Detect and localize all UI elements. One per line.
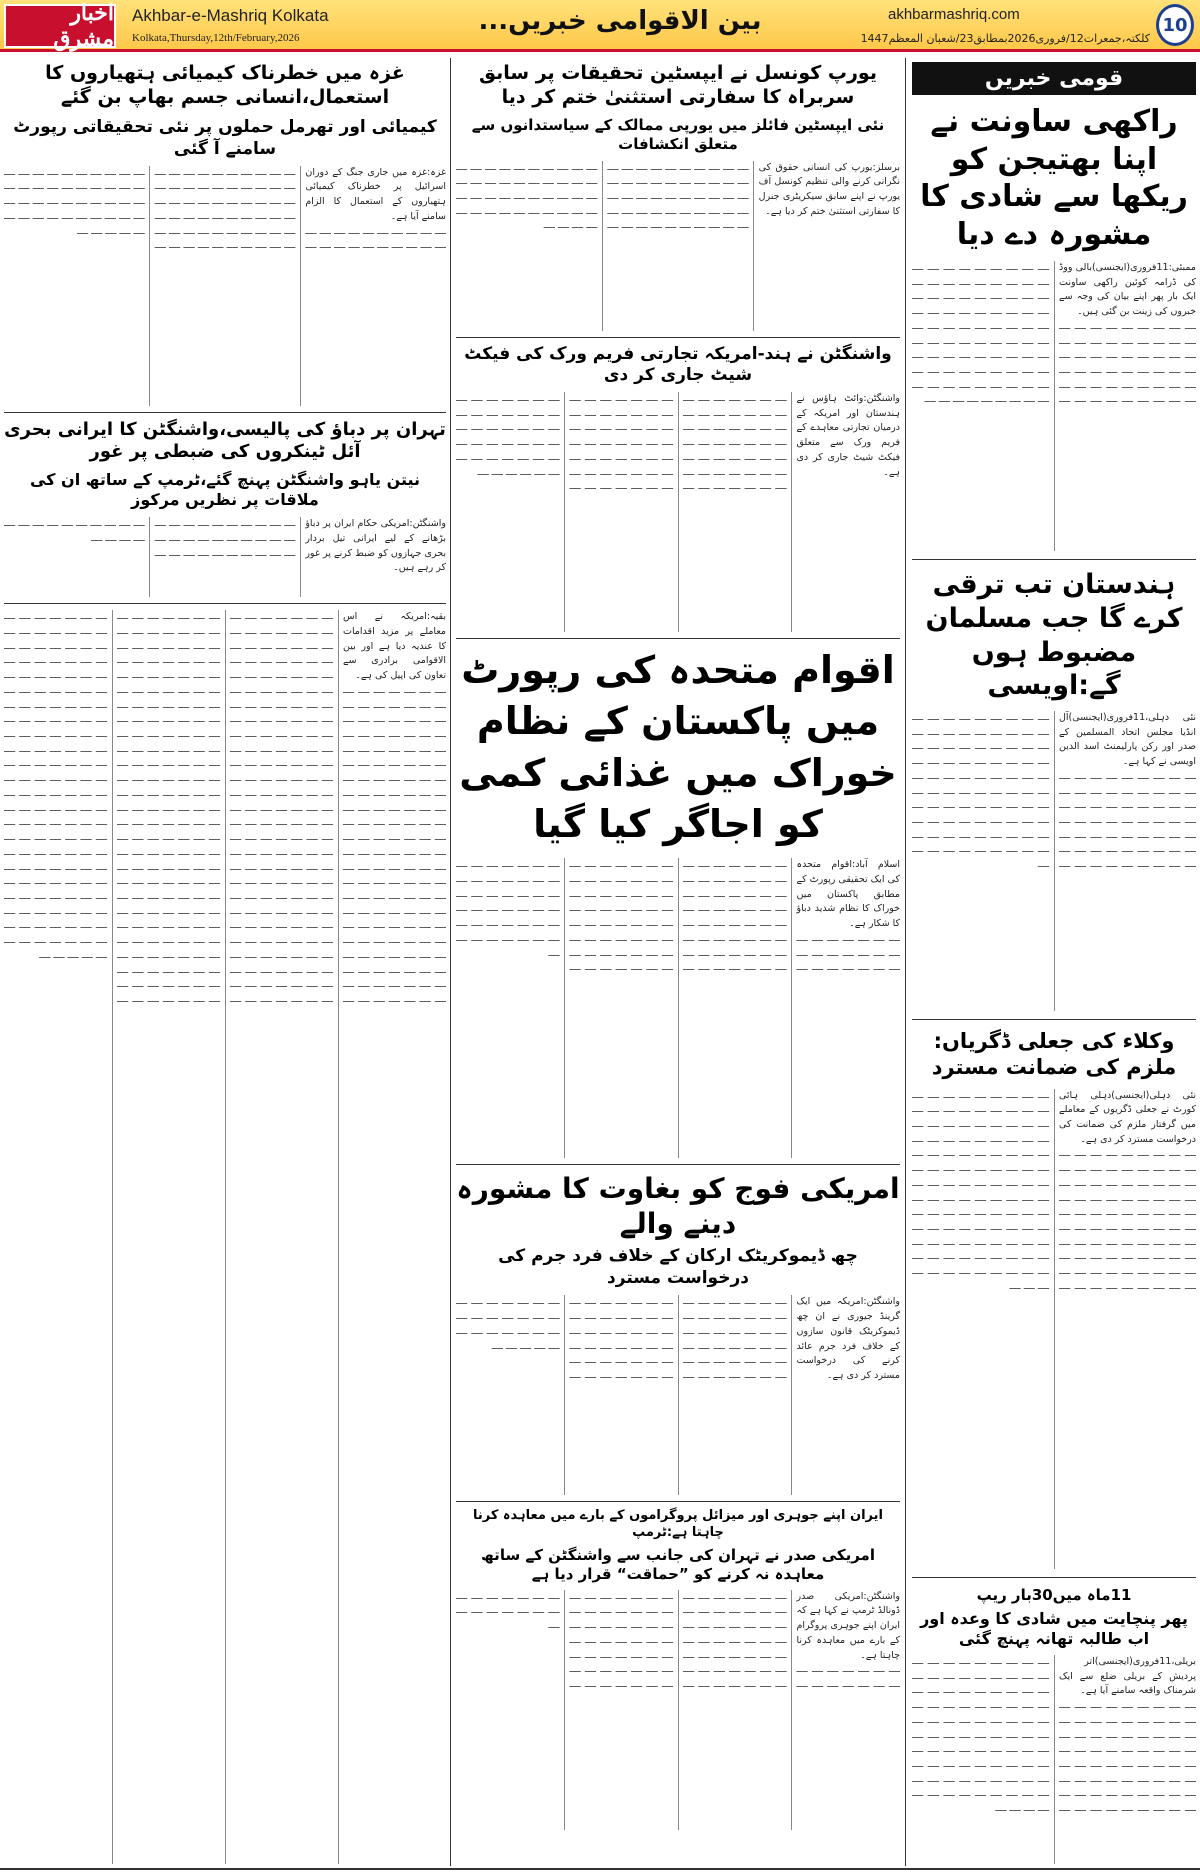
story-lead: اسلام آباد:اقوام متحدہ کی ایک تحقیقی رپورٹ کے مطابق پاکستان میں خوراک کا نظام شدید دباؤ کا شکار ہے۔ xyxy=(796,859,900,930)
headline[interactable]: تہران پر دباؤ کی پالیسی،واشنگٹن کا ایرانی بحری آئل ٹینکروں کی ضبطی پر غور xyxy=(4,418,446,463)
story-text: ــــ ــــ ــــ ــــ ــــ ــــ ــــ ــــ ــــ ــــ ــــ ــــ ــــ ــــ ــــ ــــ ــــ ــــ ــــ ــــ ــــ ــــ ــــ ــــ ــــ ــــ ــــ ــــ ــــ ــــ ــــ ــــ ــــ ــــ ــــ ــــ ــــ ــــ ــــ ــــ ــــ ــــ ــــ ــــ ــــ ــــ ــــ ــــ ــــ ــــ ــــ ــــ ــــ ــــ ــــ ــــ ــــ ــــ ــــ ــــ ــــ ــــ ــــ ــــ ــــ ــــ ــــ ــــ ــــ ــــ ــــ ــــ ــــ ــــ ــــ ــــ ــــ ــــ ــــ ــــ ــــ ــــ ــــ ــــ ــــ ــــ ــــ ــــ ــــ ــــ ــــ ــــ ــــ ــــ ــــ ــــ ــــ ــــ ــــ ــــ ــــ ــــ ــــ ــــ ــــ ــــ ــــ ــــ ــــ ــــ ــــ ــــ ــــ ــــ ــــ ــــ ــــ ــــ ــــ ــــ ــــ ــــ ــــ ــــ ــــ ــــ ــــ ــــ ــــ ــــ ــــ ــــ ــــ ــــ ــــ ــــ ــــ ــــ ــــ ــــ ــــ ــــ ــــ ــــ ــــ ــــ ــــ ــــ ــــ ــــ ــــ ــــ ــــ ــــ xyxy=(912,712,1196,871)
continuation-lead: بقیہ:امریکہ نے اس معاملے پر مزید اقدامات کا عندیہ دیا ہے اور بین الاقوامی برادری سے تعاون کی اپیل کی ہے۔ xyxy=(343,611,446,682)
story-separator xyxy=(456,337,900,338)
story-text: ــــ ــــ ــــ ــــ ــــ ــــ ــــ ــــ ــــ ــــ ــــ ــــ ــــ ــــ ــــ ــــ ــــ ــــ ــــ ــــ ــــ ــــ ــــ ــــ ــــ ــــ ــــ ــــ ــــ ــــ ــــ ــــ ــــ ــــ ــــ ــــ ــــ ــــ ــــ ــــ ــــ ــــ ــــ ــــ ــــ ــــ ــــ ــــ ــــ ــــ ــــ ــــ ــــ ــــ ــــ ــــ ــــ ــــ ــــ ــــ ــــ ــــ ــــ ــــ ــــ ــــ ــــ ــــ ــــ ــــ ــــ ــــ ــــ ــــ ــــ ــــ ــــ ــــ ــــ ــــ ــــ ــــ ــــ ــــ ــــ ــــ ــــ ــــ ــــ ــــ ــــ ــــ ــــ ــــ ــــ ــــ ــــ ــــ ــــ ــــ ــــ ــــ ــــ ــــ ــــ ــــ ــــ ــــ ــــ ــــ ــــ ــــ ــــ ــــ ــــ ــــ ــــ ــــ ــــ ــــ ــــ ــــ ــــ ــــ ــــ ــــ ــــ ــــ ــــ ــــ ــــ ــــ ــــ ــــ ــــ ــــ ــــ ــــ ــــ ــــ ــــ ــــ ــــ ــــ ــــ ــــ ــــ ــــ ــــ ــــ ــــ ــــ ــــ ــــ ــــ ــــ ــــ ــــ ــــ ــــ ــــ ــــ ــــ ــــ ــــ ــــ ــــ ــــ ــــ ــــ ــــ ــــ ــــ ــــ ــــ ــــ ــــ ــــ ــــ ــــ ــــ ــــ ــــ ــــ ــــ ــــ ــــ ــــ ــــ ــــ ــــ ــــ ــــ ــــ ــــ ــــ ــــ ــــ ــــ ــــ ــــ ــــ ــــ ــــ ــــ ــــ ــــ ــــ ــــ ــــ xyxy=(912,1089,1196,1292)
headline[interactable]: یورپ کونسل نے ایپسٹین تحقیقات پر سابق سربراہ کا سفارتی استثنیٰ ختم کر دیا xyxy=(479,62,877,108)
story-separator xyxy=(912,559,1196,560)
story-text: ــــ ــــ ــــ ــــ ــــ ــــ ــــ ــــ ــــ ــــ ــــ ــــ ــــ ــــ ــــ ــــ ــــ ــــ ــــ ــــ ــــ ــــ ــــ ــــ ــــ ــــ ــــ ــــ ــــ ــــ ــــ ــــ ــــ ــــ ــــ ــــ ــــ ــــ ــــ ــــ ــــ ــــ ــــ ــــ xyxy=(4,518,296,559)
story-body xyxy=(456,858,900,1158)
story-body xyxy=(912,711,1196,1011)
story-body xyxy=(4,166,446,406)
column-divider xyxy=(450,58,451,1866)
story-separator xyxy=(4,603,446,604)
newspaper-logo: اخبار مشرق xyxy=(4,4,116,48)
story-text: ــــ ــــ ــــ ــــ ــــ ــــ ــــ ــــ ــــ ــــ ــــ ــــ ــــ ــــ ــــ ــــ ــــ ــــ ــــ ــــ ــــ ــــ ــــ ــــ ــــ ــــ ــــ ــــ ــــ ــــ ــــ ــــ ــــ ــــ ــــ ــــ ــــ ــــ ــــ ــــ ــــ ــــ ــــ ــــ ــــ ــــ ــــ ــــ ــــ ــــ ــــ ــــ ــــ ــــ ــــ ــــ ــــ ــــ ــــ ــــ ــــ ــــ ــــ ــــ ــــ ــــ ــــ ــــ ــــ ــــ ــــ ــــ ــــ ــــ ــــ ــــ ــــ ــــ ــــ ــــ ــــ ــــ ــــ ــــ ــــ ــــ ــــ ــــ ــــ ــــ ــــ ــــ ــــ ــــ ــــ ــــ ــــ ــــ ــــ ــــ ــــ ــــ ــــ ــــ ــــ ــــ ــــ ــــ ــــ ــــ xyxy=(456,1296,787,1381)
story-text: ــــ ــــ ــــ ــــ ــــ ــــ ــــ ــــ ــــ ــــ ــــ ــــ ــــ ــــ ــــ ــــ ــــ ــــ ــــ ــــ ــــ ــــ ــــ ــــ ــــ ــــ ــــ ــــ ــــ ــــ ــــ ــــ ــــ ــــ ــــ ــــ ــــ ــــ ــــ ــــ ــــ ــــ ــــ ــــ ــــ ــــ ــــ ــــ ــــ ــــ ــــ ــــ ــــ ــــ ــــ ــــ ــــ ــــ ــــ ــــ ــــ ــــ ــــ ــــ ــــ ــــ ــــ ــــ ــــ ــــ ــــ ــــ ــــ ــــ ــــ ــــ ــــ ــــ ــــ ــــ ــــ ــــ ــــ ــــ ــــ ــــ ــــ ــــ ــــ ــــ ــــ ــــ ــــ ــــ ــــ ــــ ــــ ــــ ــــ ــــ ــــ ــــ ــــ ــــ ــــ ــــ ــــ ــــ ــــ ــــ ــــ ــــ ــــ ــــ ــــ ــــ ــــ ــــ ــــ ــــ ــــ ــــ ــــ ــــ ــــ ــــ ــــ xyxy=(456,1590,900,1690)
story-text: ــــ ــــ ــــ ــــ ــــ ــــ ــــ ــــ ــــ ــــ ــــ ــــ ــــ ــــ ــــ ــــ ــــ ــــ ــــ ــــ ــــ ــــ ــــ ــــ ــــ ــــ ــــ ــــ ــــ ــــ ــــ ــــ ــــ ــــ ــــ ــــ ــــ ــــ ــــ ــــ ــــ ــــ ــــ ــــ ــــ ــــ ــــ ــــ ــــ ــــ ــــ ــــ ــــ ــــ ــــ ــــ ــــ ــــ ــــ ــــ ــــ ــــ ــــ ــــ ــــ ــــ ــــ ــــ ــــ ــــ ــــ ــــ ــــ ــــ ــــ ــــ ــــ ــــ ــــ ــــ ــــ ــــ ــــ ــــ ــــ ــــ ــــ ــــ ــــ ــــ ــــ ــــ ــــ ــــ xyxy=(456,161,749,232)
story-lead: غزہ:غزہ میں جاری جنگ کے دوران اسرائیل پر خطرناک کیمیائی ہتھیاروں کے استعمال کا الزام سامنے آیا ہے۔ xyxy=(305,166,446,222)
story-body xyxy=(4,517,446,597)
page-number-badge: 10 xyxy=(1156,4,1194,46)
story-bareilly xyxy=(912,1586,1196,1865)
story-text: ــــ ــــ ــــ ــــ ــــ ــــ ــــ ــــ ــــ ــــ ــــ ــــ ــــ ــــ ــــ ــــ ــــ ــــ ــــ ــــ ــــ ــــ ــــ ــــ ــــ ــــ ــــ ــــ ــــ ــــ ــــ ــــ ــــ ــــ ــــ ــــ ــــ ــــ ــــ ــــ ــــ ــــ ــــ ــــ ــــ ــــ ــــ ــــ ــــ ــــ ــــ ــــ ــــ ــــ ــــ ــــ ــــ ــــ ــــ ــــ ــــ ــــ ــــ ــــ ــــ ــــ ــــ ــــ ــــ ــــ ــــ ــــ ــــ ــــ ــــ ــــ ــــ ــــ ــــ ــــ ــــ ــــ ــــ ــــ ــــ ــــ ــــ ــــ ــــ ــــ ــــ ــــ ــــ ــــ ــــ ــــ ــــ ــــ ــــ ــــ ــــ ــــ ــــ ــــ ــــ ــــ ــــ ــــ ــــ ــــ ــــ ــــ ــــ ــــ ــــ ــــ ــــ ــــ ــــ ــــ ــــ ــــ ــــ ــــ ــــ ــــ ــــ ــــ ــــ ــــ ــــ ــــ ــــ ــــ ــــ ــــ ــــ ــــ ــــ ــــ ــــ ــــ ــــ ــــ ــــ ــــ ــــ ــــ ــــ ــــ ــــ ــــ ــــ ــــ ــــ ــــ ــــ ــــ ــــ ــــ ــــ ــــ ــــ ــــ ــــ ــــ ــــ ــــ ــــ ــــ ــــ ــــ ــــ ــــ ــــ ــــ xyxy=(456,859,900,974)
headline[interactable]: پھر پنچایت میں شادی کا وعدہ اور اب طالبہ تھانہ پہنچ گئی xyxy=(920,1609,1188,1648)
headline[interactable]: وکلاء کی جعلی ڈگریاں: ملزم کی ضمانت مسترد xyxy=(931,1029,1177,1080)
story-text: ــــ ــــ ــــ ــــ ــــ ــــ ــــ ــــ ــــ ــــ ــــ ــــ ــــ ــــ ــــ ــــ ــــ ــــ ــــ ــــ ــــ ــــ ــــ ــــ ــــ ــــ ــــ ــــ ــــ ــــ ــــ ــــ ــــ ــــ ــــ ــــ ــــ ــــ ــــ ــــ ــــ ــــ ــــ ــــ ــــ ــــ ــــ ــــ ــــ ــــ ــــ ــــ ــــ ــــ ــــ ــــ ــــ ــــ ــــ ــــ ــــ ــــ ــــ ــــ ــــ ــــ ــــ ــــ ــــ ــــ ــــ ــــ ــــ ــــ ــــ ــــ ــــ ــــ ــــ ــــ ــــ ــــ ــــ ــــ ــــ ــــ ــــ ــــ ــــ ــــ ــــ ــــ ــــ ــــ ــــ ــــ ــــ ــــ ــــ ــــ ــــ ــــ ــــ ــــ ــــ ــــ ــــ ــــ ــــ ــــ ــــ ــــ ــــ ــــ ــــ ــــ ــــ ــــ ــــ ــــ ــــ ــــ ــــ ــــ ــــ xyxy=(4,166,446,252)
story-separator xyxy=(456,1501,900,1502)
center-column xyxy=(456,62,900,1864)
story-separator xyxy=(456,1164,900,1165)
section-title: بین الاقوامی خبریں... xyxy=(478,6,762,36)
right-column xyxy=(912,62,1196,1864)
story-lead: واشنگٹن:امریکہ میں ایک گرینڈ جیوری نے ان چھ ڈیموکریٹک قانون سازوں کے خلاف فرد جرم عائد کرنے کی درخواست مسترد کر دی ہے۔ xyxy=(796,1296,900,1381)
national-news-label: قومی خبریں xyxy=(912,62,1196,95)
story-fake-degrees xyxy=(912,1028,1196,1569)
subhead: کیمیائی اور تھرمل حملوں پر نئی تحقیقاتی رپورٹ سامنے آ گئی xyxy=(13,116,437,159)
story-rakhi xyxy=(912,103,1196,551)
headline[interactable]: اقوام متحدہ کی رپورٹ میں پاکستان کے نظام خوراک میں غذائی کمی کو اجاگر کیا گیا xyxy=(459,648,897,846)
continuations-block xyxy=(4,610,446,1864)
story-text: ــــ ــــ ــــ ــــ ــــ ــــ ــــ ــــ ــــ ــــ ــــ ــــ ــــ ــــ ــــ ــــ ــــ ــــ ــــ ــــ ــــ ــــ ــــ ــــ ــــ ــــ ــــ ــــ ــــ ــــ ــــ ــــ ــــ ــــ ــــ ــــ ــــ ــــ ــــ ــــ ــــ ــــ ــــ ــــ ــــ ــــ ــــ ــــ ــــ ــــ ــــ ــــ ــــ ــــ ــــ ــــ ــــ ــــ ــــ ــــ ــــ ــــ ــــ ــــ ــــ ــــ ــــ ــــ ــــ ــــ ــــ ــــ ــــ ــــ ــــ ــــ ــــ ــــ ــــ ــــ ــــ ــــ ــــ ــــ ــــ ــــ ــــ ــــ ــــ ــــ ــــ ــــ ــــ ــــ ــــ ــــ ــــ ــــ ــــ ــــ ــــ ــــ ــــ ــــ ــــ ــــ ــــ ــــ ــــ ــــ ــــ ــــ ــــ ــــ ــــ ــــ ــــ ــــ ــــ ــــ ــــ ــــ ــــ ــــ ــــ ــــ ــــ ــــ ــــ ــــ ــــ ــــ ــــ ــــ ــــ ــــ ــــ ــــ ــــ ــــ ــــ ــــ ــــ ــــ xyxy=(912,262,1196,406)
kicker: 11ماہ میں30بار ریپ xyxy=(976,1585,1132,1604)
headline[interactable]: واشنگٹن نے ہند-امریکہ تجارتی فریم ورک کی فیکٹ شیٹ جاری کر دی xyxy=(464,343,892,385)
story-lead: برسلز:یورپ کی انسانی حقوق کی نگرانی کرنے والی تنظیم کونسل آف یورپ نے اپنے سابق سیکریٹری جنرل کا سفارتی استثنیٰ ختم کر دیا ہے۔ xyxy=(758,161,900,217)
story-trade-framework xyxy=(456,344,900,633)
urdu-date: کلکتہ،جمعرات12/فروری2026بمطابق23/شعبان المعظم1447 xyxy=(860,32,1150,45)
story-iran-deal xyxy=(456,1508,900,1829)
story-body xyxy=(912,1655,1196,1864)
story-separator xyxy=(912,1577,1196,1578)
story-body xyxy=(912,261,1196,551)
story-un-pakistan xyxy=(456,645,900,1158)
headline[interactable]: امریکی فوج کو بغاوت کا مشورہ دینے والے xyxy=(456,1172,900,1241)
english-date: Kolkata,Thursday,12th/February,2026 xyxy=(132,32,300,44)
story-us-military xyxy=(456,1171,900,1495)
headline[interactable]: امریکی صدر نے تہران کی جانب سے واشنگٹن کے ساتھ معاہدہ نہ کرنے کو ”حماقت“ قرار دیا ہے xyxy=(480,1546,875,1583)
story-lead: ممبئی:11فروری(ایجنسی)بالی ووڈ کی ڈرامہ کوئین راکھی ساونت ایک بار پھر اپنے بیان کی وجہ سے خبروں کی زینت بن گئی ہیں۔ xyxy=(1059,262,1196,318)
story-body xyxy=(456,1590,900,1830)
story-epstein xyxy=(456,62,900,331)
left-column xyxy=(4,62,446,1864)
column-divider xyxy=(905,58,906,1866)
story-lead: نئی دہلی(ایجنسی)دہلی ہائی کورٹ نے جعلی ڈگریوں کے معاملے میں گرفتار ملزم کی ضمانت کی درخواست مسترد کر دی ہے۔ xyxy=(1059,1089,1196,1145)
story-lead: واشنگٹن:امریکی حکام ایران پر دباؤ بڑھانے کے لیے ایرانی تیل بردار بحری جہازوں کو ضبط کرنے پر غور کر رہے ہیں۔ xyxy=(305,518,446,574)
subhead: چھ ڈیموکریٹک ارکان کے خلاف فرد جرم کی درخواست مسترد xyxy=(498,1246,858,1289)
story-lead: واشنگٹن:امریکی صدر ڈونالڈ ٹرمپ نے کہا ہے کہ ایران اپنے جوہری پروگرام کے بارے میں معاہدہ کرنا چاہتا ہے۔ xyxy=(796,1590,900,1661)
kicker: ایران اپنے جوہری اور میزائل پروگراموں کے بارے میں معاہدہ کرنا چاہتا ہے:ٹرمپ xyxy=(472,1508,883,1541)
story-text: ــــ ــــ ــــ ــــ ــــ ــــ ــــ ــــ ــــ ــــ ــــ ــــ ــــ ــــ ــــ ــــ ــــ ــــ ــــ ــــ ــــ ــــ ــــ ــــ ــــ ــــ ــــ ــــ ــــ ــــ ــــ ــــ ــــ ــــ ــــ ــــ ــــ ــــ ــــ ــــ ــــ ــــ ــــ ــــ ــــ ــــ ــــ ــــ ــــ ــــ ــــ ــــ ــــ ــــ ــــ ــــ ــــ ــــ ــــ ــــ ــــ ــــ ــــ ــــ ــــ ــــ ــــ ــــ ــــ ــــ ــــ ــــ ــــ ــــ ــــ ــــ ــــ ــــ ــــ ــــ ــــ ــــ ــــ ــــ ــــ ــــ ــــ ــــ ــــ ــــ ــــ ــــ ــــ ــــ ــــ ــــ ــــ ــــ ــــ ــــ ــــ ــــ ــــ ــــ ــــ ــــ ــــ ــــ ــــ ــــ ــــ ــــ ــــ ــــ ــــ ــــ ــــ ــــ ــــ ــــ ــــ ــــ ــــ ــــ ــــ ــــ ــــ ــــ ــــ ــــ ــــ ــــ ــــ ــــ ــــ ــــ ــــ ــــ ــــ xyxy=(456,393,787,493)
headline[interactable]: راکھی ساونت نے اپنا بھتیجن کو ریکھا سے شادی کا مشورہ دے دیا xyxy=(920,104,1188,252)
story-lead: بریلی،11فروری(ایجنسی)اتر پردیش کے بریلی ضلع سے ایک شرمناک واقعہ سامنے آیا ہے۔ xyxy=(1059,1656,1196,1697)
headline[interactable]: غزہ میں خطرناک کیمیائی ہتھیاروں کا استعمال،انسانی جسم بھاپ بن گئے xyxy=(45,62,405,108)
english-title: Akhbar-e-Mashriq Kolkata xyxy=(132,6,329,25)
story-text: ــــ ــــ ــــ ــــ ــــ ــــ ــــ ــــ ــــ ــــ ــــ ــــ ــــ ــــ ــــ ــــ ــــ ــــ ــــ ــــ ــــ ــــ ــــ ــــ ــــ ــــ ــــ ــــ ــــ ــــ ــــ ــــ ــــ ــــ ــــ ــــ ــــ ــــ ــــ ــــ ــــ ــــ ــــ ــــ ــــ ــــ ــــ ــــ ــــ ــــ ــــ ــــ ــــ ــــ ــــ ــــ ــــ ــــ ــــ ــــ ــــ ــــ ــــ ــــ ــــ ــــ ــــ ــــ ــــ ــــ ــــ ــــ ــــ ــــ ــــ ــــ ــــ ــــ ــــ ــــ ــــ ــــ ــــ ــــ ــــ ــــ ــــ ــــ ــــ ــــ ــــ ــــ ــــ ــــ ــــ ــــ ــــ ــــ ــــ ــــ ــــ ــــ ــــ ــــ ــــ ــــ ــــ ــــ ــــ ــــ ــــ ــــ ــــ ــــ ــــ ــــ ــــ ــــ ــــ ــــ ــــ ــــ ــــ ــــ ــــ ــــ ــــ ــــ ــــ ــــ ــــ ــــ ــــ ــــ ــــ ــــ ــــ ــــ ــــ ــــ ــــ ــــ ــــ ــــ ــــ ــــ ــــ ــــ ــــ ــــ ــــ ــــ ــــ ــــ ــــ ــــ ــــ ــــ ــــ ــــ ــــ ــــ ــــ ــــ ــــ ــــ xyxy=(912,1656,1196,1815)
story-separator xyxy=(912,1019,1196,1020)
story-body xyxy=(912,1089,1196,1569)
subhead: نیتن یاہو واشنگٹن پہنچ گئے،ٹرمپ کے ساتھ ان کی ملاقات پر نظریں مرکوز xyxy=(29,469,421,510)
story-owaisi xyxy=(912,568,1196,1011)
story-lead: نئی دہلی،11فروری(ایجنسی)آل انڈیا مجلس اتحاد المسلمین کے صدر اور رکن پارلیمنٹ اسد الدین اویسی نے کہا ہے۔ xyxy=(1059,712,1196,768)
website-link[interactable]: akhbarmashriq.com xyxy=(888,6,1020,23)
subhead: نئی ایپسٹین فائلز میں یورپی ممالک کے سیاستدانوں سے متعلق انکشافات xyxy=(471,115,885,153)
story-separator xyxy=(456,638,900,639)
story-tehran-pressure xyxy=(4,419,446,598)
continuation-text: ــــ ــــ ــــ ــــ ــــ ــــ ــــ ــــ ــــ ــــ ــــ ــــ ــــ ــــ ــــ ــــ ــــ ــــ ــــ ــــ ــــ ــــ ــــ ــــ ــــ ــــ ــــ ــــ ــــ ــــ ــــ ــــ ــــ ــــ ــــ ــــ ــــ ــــ ــــ ــــ ــــ ــــ ــــ ــــ ــــ ــــ ــــ ــــ ــــ ــــ ــــ ــــ ــــ ــــ ــــ ــــ ــــ ــــ ــــ ــــ ــــ ــــ ــــ ــــ ــــ ــــ ــــ ــــ ــــ ــــ ــــ ــــ ــــ ــــ ــــ ــــ ــــ ــــ ــــ ــــ ــــ ــــ ــــ ــــ ــــ ــــ ــــ ــــ ــــ ــــ ــــ ــــ ــــ ــــ ــــ ــــ ــــ ــــ ــــ ــــ ــــ ــــ ــــ ــــ ــــ ــــ ــــ ــــ ــــ ــــ ــــ ــــ ــــ ــــ ــــ ــــ ــــ ــــ ــــ ــــ ــــ ــــ ــــ ــــ ــــ ــــ ــــ ــــ ــــ ــــ ــــ ــــ ــــ ــــ ــــ ــــ ــــ ــــ ــــ ــــ ــــ ــــ ــــ ــــ ــــ ــــ ــــ ــــ ــــ ــــ ــــ ــــ ــــ ــــ ــــ ــــ ــــ ــــ ــــ ــــ ــــ ــــ ــــ ــــ ــــ ــــ ــــ ــــ ــــ ــــ ــــ ــــ ــــ ــــ ــــ ــــ ــــ ــــ ــــ ــــ ــــ ــــ ــــ ــــ ــــ ــــ ــــ ــــ ــــ ــــ ــــ ــــ ــــ ــــ ــــ ــــ ــــ ــــ ــــ ــــ ــــ ــــ ــــ ــــ ــــ ــــ ــــ ــــ ــــ ــــ ــــ ــــ ــــ ــــ ــــ ــــ ــــ ــــ ــــ ــــ ــــ ــــ ــــ ــــ ــــ ــــ ــــ ــــ ــــ ــــ ــــ ــــ ــــ ــــ ــــ ــــ ــــ ــــ ــــ ــــ ــــ ــــ ــــ ــــ ــــ ــــ ــــ ــــ ــــ ــــ ــــ ــــ ــــ ــــ ــــ ــــ ــــ ــــ ــــ ــــ ــــ ــــ ــــ ــــ ــــ ــــ ــــ ــــ ــــ ــــ ــــ ــــ ــــ ــــ ــــ ــــ ــــ ــــ ــــ ــــ ــــ ــــ ــــ ــــ ــــ ــــ ــــ ــــ ــــ ــــ ــــ ــــ ــــ ــــ ــــ ــــ ــــ ــــ ــــ ــــ ــــ ــــ ــــ ــــ ــــ ــــ ــــ ــــ ــــ ــــ ــــ ــــ ــــ ــــ ــــ ــــ ــــ ــــ ــــ ــــ ــــ ــــ ــــ ــــ ــــ ــــ ــــ ــــ ــــ ــــ ــــ ــــ ــــ ــــ ــــ ــــ ــــ ــــ ــــ ــــ ــــ ــــ ــــ ــــ ــــ ــــ ــــ ــــ ــــ ــــ ــــ ــــ ــــ ــــ ــــ ــــ ــــ ــــ ــــ ــــ ــــ ــــ ــــ ــــ ــــ ــــ ــــ ــــ ــــ ــــ ــــ ــــ ــــ ــــ ــــ ــــ ــــ ــــ ــــ ــــ ــــ ــــ ــــ ــــ ــــ ــــ ــــ ــــ ــــ ــــ ــــ ــــ ــــ ــــ ــــ ــــ ــــ ــــ ــــ ــــ ــــ ــــ ــــ ــــ ــــ ــــ ــــ ــــ ــــ ــــ ــــ ــــ ــــ ــــ ــــ ــــ ــــ ــــ ــــ ــــ ــــ ــــ ــــ ــــ ــــ ــــ ــــ ــــ ــــ ــــ ــــ ــــ ــــ ــــ ــــ ــــ ــــ ــــ ــــ ــــ ــــ ــــ ــــ ــــ ــــ ــــ ــــ ــــ ــــ ــــ ــــ ــــ ــــ ــــ ــــ ــــ ــــ ــــ ــــ ــــ ــــ ــــ ــــ ــــ ــــ ــــ ــــ ــــ ــــ ــــ ــــ ــــ ــــ ــــ ــــ ــــ ــــ ــــ ــــ ــــ ــــ ــــ ــــ ــــ ــــ ــــ ــــ ــــ ــــ ــــ ــــ ــــ ــــ ــــ ــــ ــــ ــــ ــــ ــــ ــــ ــــ ــــ ــــ ــــ ــــ ــــ ــــ ــــ ــــ ــــ ــــ ــــ ــــ ــــ ــــ ــــ ــــ ــــ ــــ ــــ ــــ ــــ ــــ ــــ ــــ ــــ ــــ ــــ ــــ ــــ ــــ ــــ ــــ ــــ ــــ ــــ ــــ ــــ ــــ ــــ ــــ ــــ ــــ ــــ ــــ ــــ ــــ ــــ ــــ ــــ ــــ ــــ ــــ ــــ ــــ ــــ ــــ ــــ ــــ ــــ ــــ ــــ ــــ ــــ ــــ ــــ ــــ ــــ ــــ ــــ ــــ ــــ ــــ ــــ ــــ ــــ ــــ ــــ ــــ ــــ ــــ ــــ ــــ ــــ ــــ ــــ ــــ ــــ ــــ ــــ ــــ ــــ ــــ ــــ ــــ ــــ ــــ ــــ ــــ ــــ ــــ ــــ ــــ ــــ ــــ ــــ ــــ ــــ ــــ ــــ ــــ ــــ ــــ ــــ ــــ ــــ ــــ ــــ ــــ ــــ ــــ ــــ ــــ ــــ ــــ ــــ ــــ ــــ ــــ ــــ ــــ ــــ ــــ ــــ ــــ ــــ ــــ ــــ ــــ ــــ ــــ ــــ ــــ ــــ ــــ ــــ ــــ ــــ ــــ ــــ ــــ ــــ ــــ ــــ ــــ ــــ ــــ ــــ ــــ ــــ ــــ ــــ ــــ ــــ ــــ ــــ ــــ ــــ ــــ ــــ ــــ ــــ ــــ ــــ ــــ ــــ ــــ ــــ ــــ ــــ ــــ ــــ ــــ ــــ ــــ ــــ ــــ ــــ ــــ ــــ ــــ ــــ ــــ ــــ ــــ ــــ ــــ ــــ xyxy=(4,611,446,1005)
story-separator xyxy=(4,412,446,413)
story-body xyxy=(456,1295,900,1495)
story-body xyxy=(456,161,900,331)
story-lead: واشنگٹن:وائٹ ہاؤس نے ہندستان اور امریکہ کے درمیان تجارتی معاہدے کے فریم ورک سے متعلق فیکٹ شیٹ جاری کر دی ہے۔ xyxy=(796,393,900,478)
masthead xyxy=(0,0,1200,52)
story-body xyxy=(456,392,900,632)
headline[interactable]: ہندستان تب ترقی کرے گا جب مسلمان مضبوط ہوں گے:اویسی xyxy=(925,569,1183,702)
story-gaza xyxy=(4,62,446,406)
page-bottom-rule xyxy=(0,1868,1200,1870)
